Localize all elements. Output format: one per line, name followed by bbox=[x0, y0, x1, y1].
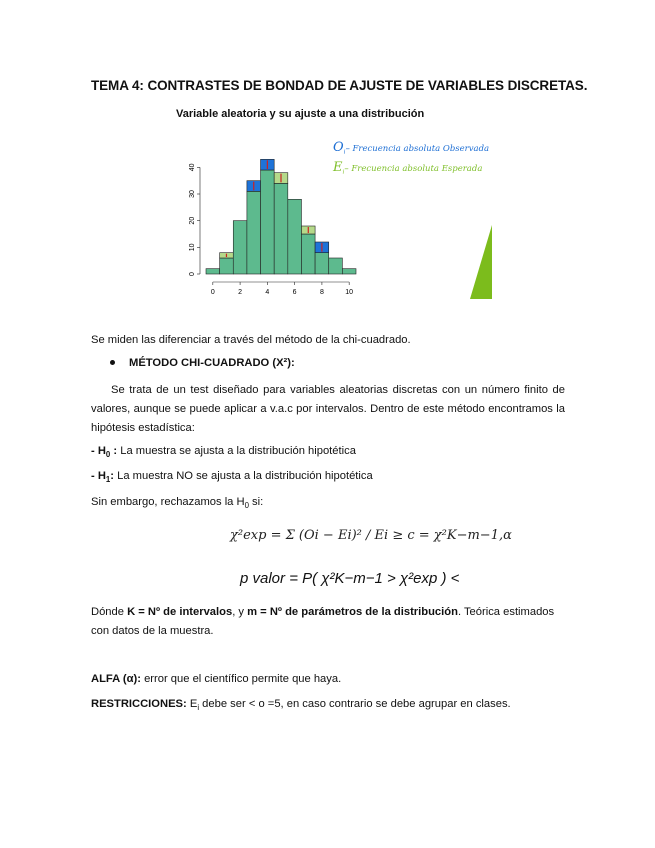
histogram-bar bbox=[288, 199, 302, 274]
h1-sub: 1 bbox=[105, 475, 111, 485]
bars-layer bbox=[206, 159, 356, 274]
histogram-bar bbox=[220, 258, 234, 274]
h1-h: - H bbox=[91, 470, 106, 482]
alfa-definition bbox=[91, 670, 565, 689]
reject-condition bbox=[91, 493, 565, 515]
legend-e-sub: i bbox=[342, 168, 345, 176]
bullet-label: MÉTODO CHI-CUADRADO (X²): bbox=[129, 357, 295, 369]
x-tick-label: 4 bbox=[265, 289, 270, 296]
histogram-bar bbox=[206, 269, 220, 274]
y-tick-label: 20 bbox=[189, 216, 196, 225]
histogram-bar bbox=[329, 258, 343, 274]
h0-label bbox=[91, 445, 118, 460]
bullet-chi-square bbox=[110, 357, 295, 369]
h1-colon: : bbox=[110, 470, 115, 482]
y-tick-label: 10 bbox=[189, 243, 196, 252]
legend-o-text: – Frecuencia absoluta Observada bbox=[345, 144, 490, 154]
intro-text: Se miden las diferenciar a través del método de la chi-cuadrado. bbox=[91, 334, 411, 346]
legend-o-symbol: O bbox=[333, 140, 344, 155]
legend-e-text: – Frecuencia absoluta Esperada bbox=[344, 164, 483, 174]
histogram-bar bbox=[315, 253, 329, 274]
k-pre: Dónde bbox=[91, 606, 128, 618]
chi-square-formula bbox=[230, 528, 512, 543]
h0-h: - H bbox=[91, 445, 106, 457]
histogram-bar bbox=[274, 183, 288, 274]
green-triangle-decoration bbox=[470, 225, 492, 299]
x-tick-label: 0 bbox=[210, 289, 215, 296]
histogram-bar bbox=[301, 234, 315, 274]
method-paragraph: Se trata de un test diseñado para variables aleatorias discretas con un número finito de valores, aunque se puede aplicar a v.a.c por intervalos. Dentro de este método encontramos la hipótesis estadística: bbox=[91, 384, 565, 434]
m-bold: m = Nº de parámetros de la distribución bbox=[247, 606, 458, 618]
reject-sub: 0 bbox=[244, 501, 249, 511]
k-m-definition bbox=[91, 603, 565, 641]
x-tick-label: 2 bbox=[238, 289, 243, 296]
legend-expected bbox=[333, 160, 482, 176]
hypothesis-h0 bbox=[91, 442, 565, 464]
p-value-formula: p valor = P( χ²K−m−1 > χ²exp ) < bbox=[240, 570, 460, 587]
legend-o-sub: i bbox=[343, 148, 346, 156]
histogram-bar bbox=[342, 269, 356, 274]
h1-text: La muestra NO se ajusta a la distribución hipotética bbox=[114, 470, 373, 482]
h1-label bbox=[91, 470, 115, 485]
legend-e-symbol: E bbox=[333, 160, 343, 175]
k-post: . Teórica estimados con datos de la muestra. bbox=[91, 606, 555, 637]
restrictions-sub: i bbox=[197, 703, 200, 713]
restrictions-e: E bbox=[186, 698, 198, 710]
x-tick-label: 8 bbox=[319, 289, 324, 296]
histogram-bar bbox=[247, 191, 261, 274]
x-tick-label: 6 bbox=[292, 289, 297, 296]
y-tick-label: 30 bbox=[189, 190, 196, 198]
alfa-label: ALFA (α): bbox=[91, 673, 141, 685]
h0-sub: 0 bbox=[105, 450, 111, 460]
page-title: TEMA 4: CONTRASTES DE BONDAD DE AJUSTE DE VARIABLES DISCRETAS. bbox=[91, 78, 588, 93]
histogram-bar bbox=[233, 221, 247, 274]
legend-observed bbox=[333, 140, 489, 156]
bullet-dot bbox=[110, 360, 115, 365]
alfa-text: error que el científico permite que haya. bbox=[140, 673, 342, 685]
formula-line-1: χ²exp = Σ (Oi − Ei)² / Ei ≥ c = χ²K−m−1,α bbox=[230, 528, 512, 543]
k-mid: , y bbox=[232, 606, 248, 618]
restrictions-text: debe ser < o =5, en caso contrario se debe agrupar en clases. bbox=[199, 698, 511, 710]
x-tick-label: 10 bbox=[345, 289, 354, 296]
histogram-bar bbox=[261, 170, 275, 274]
h0-colon: : bbox=[110, 445, 118, 457]
restrictions-label: RESTRICCIONES: bbox=[91, 698, 187, 710]
y-tick-label: 40 bbox=[189, 163, 196, 172]
hypothesis-h1 bbox=[91, 467, 565, 489]
h0-text: La muestra se ajusta a la distribución hipotética bbox=[117, 445, 356, 457]
reject-post: si: bbox=[248, 496, 264, 508]
restrictions bbox=[91, 695, 565, 717]
figure-title: Variable aleatoria y su ajuste a una distribución bbox=[176, 108, 425, 120]
y-tick-label: 0 bbox=[189, 272, 196, 276]
k-bold: K = Nº de intervalos bbox=[127, 606, 233, 618]
reject-pre: Sin embargo, rechazamos la H bbox=[91, 496, 245, 508]
